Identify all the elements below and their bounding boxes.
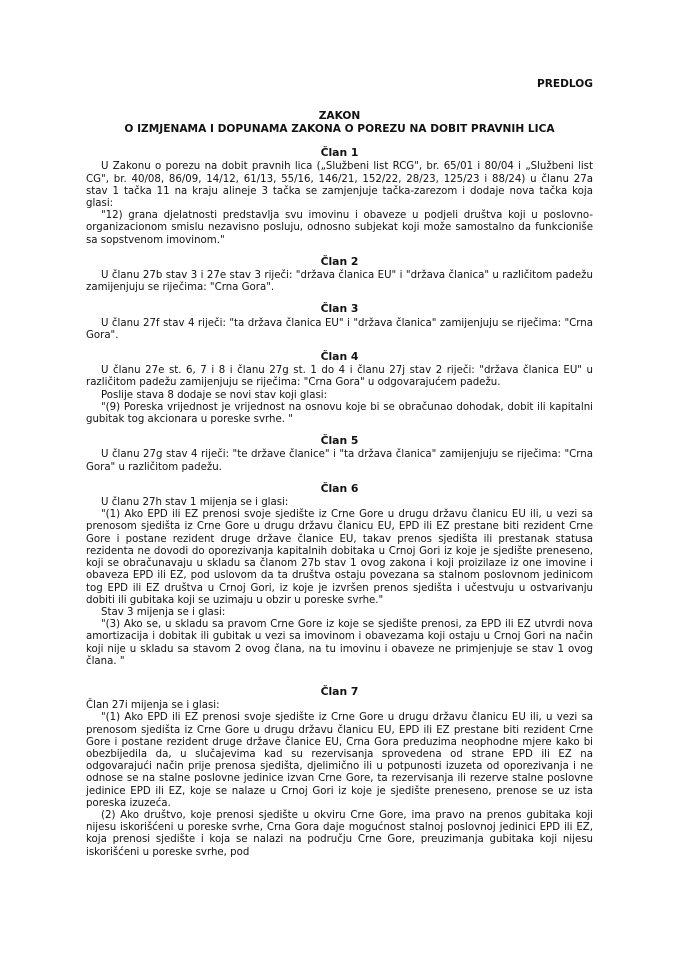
article-heading: Član 5 — [320, 434, 359, 448]
article-paragraph: Poslije stava 8 dodaje se novi stav koji glasi: — [101, 389, 328, 401]
law-title-line-2: O IZMJENAMA I DOPUNAMA ZAKONA O POREZU NA DOBIT PRAVNIH LICA — [124, 122, 555, 135]
article-paragraph: "(3) Ako se, u skladu sa pravom Crne Gore iz koje se sjedište prenosi, za EPD ili EZ utvrdi nova amortizacija i dobitak ili gubitak u vezi sa imovinom i obavezama koji ostaju u Crnoj Gori na način koji nije u skladu sa stavom 2 ovog člana, na tu imovinu i obaveze ne primjenjuje se stav 1 ovog člana. " — [86, 619, 593, 667]
article-paragraph: "12) grana djelatnosti predstavlja svu imovinu i obaveze u podjeli društva koji u poslovno-organizacionom smislu nezavisno posluju, odnosno subjekat koji može samostalno da funkcioniše sa sopstvenom imovinom." — [86, 210, 593, 246]
article-7 — [86, 686, 593, 859]
article-3 — [86, 303, 593, 342]
law-title — [86, 110, 593, 135]
article-paragraph: Stav 3 mijenja se i glasi: — [101, 606, 226, 618]
proposal-stamp: PREDLOG — [536, 78, 593, 90]
article-heading: Član 1 — [320, 146, 359, 160]
article-paragraph: U članu 27g stav 4 riječi: "te države članice" i "ta država članica" zamijenjuju se riječima: "Crna Gora" u različitom padežu. — [86, 449, 593, 473]
article-paragraph: U članu 27b stav 3 i 27e stav 3 riječi: "država članica EU" i "država članica" u različitom padežu zamijenjuju se riječima: "Crna Gora". — [86, 270, 593, 294]
article-heading: Član 6 — [320, 481, 359, 495]
article-heading: Član 2 — [320, 254, 359, 268]
article-heading: Član 3 — [320, 302, 359, 316]
article-paragraph: U članu 27f stav 4 riječi: "ta država članica EU" i "država članica" zamijenjuju se riječima: "Crna Gora". — [86, 317, 593, 341]
article-paragraph: Član 27i mijenja se i glasi: — [86, 700, 220, 712]
article-2 — [86, 256, 593, 295]
law-title-line-1: ZAKON — [318, 110, 361, 123]
article-5 — [86, 435, 593, 474]
article-paragraph: "(9) Poreska vrijednost je vrijednost na osnovu koje bi se obračunao dohodak, dobit ili kapitalni gubitak tog akcionara u poreske svrhe. " — [86, 401, 593, 426]
article-paragraph: U Zakonu o porezu na dobit pravnih lica („Službeni list RCG", br. 65/01 i 80/04 i „Službeni list CG", br. 40/08, 86/09, 14/12, 61/13, 55/16, 146/21, 152/22, 28/23, 125/23 i 88/24) u članu 27a stav 1 tačka 11 na kraju alineje 3 tačka se zamjenjuje tačka-zarezom i dodaje nova tačka koja glasi: — [86, 161, 593, 210]
article-heading: Član 4 — [320, 350, 359, 364]
article-heading: Član 7 — [320, 684, 359, 698]
article-paragraph: "(1) Ako EPD ili EZ prenosi svoje sjedište iz Crne Gore u drugu državu članicu EU ili, u vezi sa prenosom sjedišta iz Crne Gore u drugu državu članicu EU, EPD ili EZ prestane biti rezident Crne Gore i postane rezident druge države članice EU, Crna Gora preduzima neophodne mjere kako bi obezbijedila da, u slučajevima kad su rezervisanja sprovedena od strane EPD ili EZ na odgovarajući način prije prenosa sjedišta, djelimično ili u potpunosti izuzeta od oporezivanja i ne odnose se na stalne poslovne jedinice izvan Crne Gore, ta rezervisanja ili rezerve stalne poslovne jedinice EPD ili EZ, koje se nalaze u Crnoj Gori iz koje je sjedište preneseno, prenose se uz ista poreska izuzeća. — [86, 712, 593, 809]
article-paragraph: (2) Ako društvo, koje prenosi sjedište u okviru Crne Gore, ima pravo na prenos gubitaka koji nijesu iskorišćeni u poreske svrhe, Crna Gora daje mogućnost stalnoj poslovnoj jedinici EPD ili EZ, koja prenosi sjedište i koja se nalazi na području Crne Gore, preuzimanja gubitaka koji nijesu iskorišćeni u poreske svrhe, pod — [86, 809, 593, 858]
article-1 — [86, 147, 593, 247]
article-paragraph: U članu 27e st. 6, 7 i 8 i članu 27g st. 1 do 4 i članu 27j stav 2 riječi: "država članica EU" u različitom padežu zamijenjuju se riječima: "Crna Gora" u odgovarajućem padežu. — [86, 365, 593, 389]
article-paragraph: "(1) Ako EPD ili EZ prenosi svoje sjedište iz Crne Gore u drugu državu članicu EU ili, u vezi sa prenosom sjedišta iz Crne Gore u drugu državu članicu EU, EPD ili EZ prestane biti rezident Crne Gore i postane rezident druge države članice EU, takav prenos sjedišta ili prestanak statusa rezidenta ne dovodi do oporezivanja kapitalnih dobitaka u Crnoj Gori iz koje je sjedište preneseno, koji se obračunavaju u skladu sa članom 27b stav 1 ovog zakona i koji proizilaze iz one imovine i obaveza EPD ili EZ, pod uslovom da ta društva ostaju povezana sa stalnom poslovnom jedinicom tog EPD ili EZ društva u Crnoj Gori, iz koje je izvršen prenos sjedišta i učestvuju u ostvarivanju dobiti ili gubitaka koji se uzimaju u obzir u poreske svrhe." — [86, 509, 593, 606]
article-4 — [86, 351, 593, 426]
article-paragraph: U članu 27h stav 1 mijenja se i glasi: — [101, 497, 289, 509]
article-6 — [86, 483, 593, 668]
